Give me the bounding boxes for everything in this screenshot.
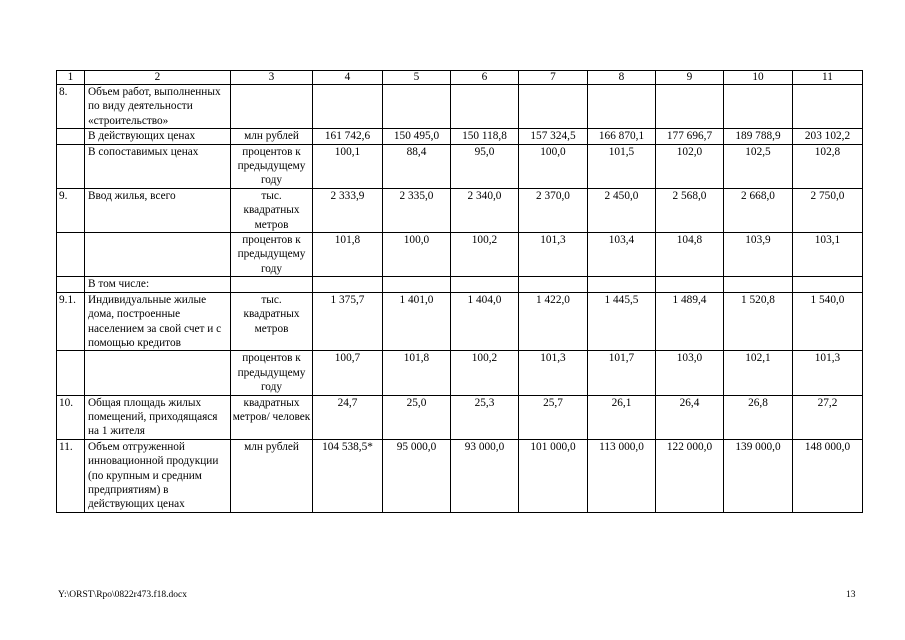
value-cell: 102,1 <box>724 351 793 395</box>
value-cell: 1 489,4 <box>656 292 724 351</box>
value-cell: 101,3 <box>793 351 863 395</box>
value-cell: 101,5 <box>588 144 656 188</box>
value-cell: 102,8 <box>793 144 863 188</box>
value-cell: 2 450,0 <box>588 188 656 232</box>
table-row <box>57 188 863 232</box>
value-cell: 103,9 <box>724 233 793 277</box>
value-cell: 2 333,9 <box>313 188 383 232</box>
value-cell: 157 324,5 <box>519 129 588 144</box>
value-cell <box>451 85 519 129</box>
unit-cell: тыс. квадратных метров <box>231 188 313 232</box>
value-cell: 100,0 <box>519 144 588 188</box>
unit-cell: млн рублей <box>231 439 313 512</box>
value-cell: 101,8 <box>313 233 383 277</box>
table-row <box>57 233 863 277</box>
value-cell: 189 788,9 <box>724 129 793 144</box>
column-number-cell: 5 <box>383 71 451 85</box>
unit-cell <box>231 277 313 292</box>
indicator-name-cell: В сопоставимых ценах <box>85 144 231 188</box>
row-number-cell <box>57 233 85 277</box>
value-cell: 122 000,0 <box>656 439 724 512</box>
unit-cell: млн рублей <box>231 129 313 144</box>
value-cell <box>656 85 724 129</box>
value-cell: 95,0 <box>451 144 519 188</box>
table-row <box>57 351 863 395</box>
column-number-cell: 7 <box>519 71 588 85</box>
value-cell: 2 335,0 <box>383 188 451 232</box>
value-cell: 103,4 <box>588 233 656 277</box>
value-cell: 203 102,2 <box>793 129 863 144</box>
value-cell: 88,4 <box>383 144 451 188</box>
value-cell: 100,7 <box>313 351 383 395</box>
table-row <box>57 129 863 144</box>
value-cell: 1 540,0 <box>793 292 863 351</box>
footer-file-path: Y:\ORST\Rpo\0822r473.f18.docx <box>58 590 187 600</box>
value-cell: 177 696,7 <box>656 129 724 144</box>
value-cell: 24,7 <box>313 395 383 439</box>
value-cell <box>519 277 588 292</box>
table-body <box>57 71 863 513</box>
column-number-cell: 11 <box>793 71 863 85</box>
value-cell: 26,4 <box>656 395 724 439</box>
column-number-cell: 1 <box>57 71 85 85</box>
value-cell: 26,8 <box>724 395 793 439</box>
indicator-name-cell <box>85 233 231 277</box>
value-cell <box>383 277 451 292</box>
value-cell <box>656 277 724 292</box>
indicator-name-cell: Объем отгруженной инновационной продукции (по крупным и средним предприятиям) в действующих ценах <box>85 439 231 512</box>
value-cell: 27,2 <box>793 395 863 439</box>
value-cell: 2 668,0 <box>724 188 793 232</box>
value-cell <box>588 277 656 292</box>
value-cell: 161 742,6 <box>313 129 383 144</box>
column-number-row <box>57 71 863 85</box>
column-number-cell: 9 <box>656 71 724 85</box>
value-cell <box>519 85 588 129</box>
value-cell: 102,0 <box>656 144 724 188</box>
value-cell: 113 000,0 <box>588 439 656 512</box>
value-cell <box>383 85 451 129</box>
indicator-name-cell: Общая площадь жилых помещений, приходящаяся на 1 жителя <box>85 395 231 439</box>
value-cell: 150 118,8 <box>451 129 519 144</box>
value-cell: 93 000,0 <box>451 439 519 512</box>
unit-cell <box>231 85 313 129</box>
unit-cell: процентов к предыдущему году <box>231 144 313 188</box>
row-number-cell: 11. <box>57 439 85 512</box>
table-row <box>57 395 863 439</box>
value-cell: 95 000,0 <box>383 439 451 512</box>
value-cell: 2 340,0 <box>451 188 519 232</box>
unit-cell: процентов к предыдущему году <box>231 351 313 395</box>
value-cell: 101,7 <box>588 351 656 395</box>
indicator-name-cell <box>85 351 231 395</box>
row-number-cell <box>57 144 85 188</box>
row-number-cell: 9. <box>57 188 85 232</box>
row-number-cell <box>57 277 85 292</box>
row-number-cell: 8. <box>57 85 85 129</box>
column-number-cell: 6 <box>451 71 519 85</box>
value-cell: 148 000,0 <box>793 439 863 512</box>
column-number-cell: 8 <box>588 71 656 85</box>
value-cell: 104 538,5* <box>313 439 383 512</box>
page-number: 13 <box>846 590 856 600</box>
value-cell: 2 370,0 <box>519 188 588 232</box>
value-cell: 1 422,0 <box>519 292 588 351</box>
value-cell: 101,3 <box>519 233 588 277</box>
value-cell: 166 870,1 <box>588 129 656 144</box>
table-row <box>57 292 863 351</box>
value-cell: 103,0 <box>656 351 724 395</box>
value-cell: 150 495,0 <box>383 129 451 144</box>
unit-cell: процентов к предыдущему году <box>231 233 313 277</box>
value-cell: 26,1 <box>588 395 656 439</box>
value-cell: 101,3 <box>519 351 588 395</box>
table-row <box>57 439 863 512</box>
value-cell <box>793 277 863 292</box>
value-cell: 100,2 <box>451 233 519 277</box>
value-cell: 1 404,0 <box>451 292 519 351</box>
column-number-cell: 10 <box>724 71 793 85</box>
value-cell <box>724 277 793 292</box>
value-cell: 103,1 <box>793 233 863 277</box>
unit-cell: квадратных метров/ человек <box>231 395 313 439</box>
value-cell: 102,5 <box>724 144 793 188</box>
indicator-name-cell: В действующих ценах <box>85 129 231 144</box>
value-cell: 100,1 <box>313 144 383 188</box>
indicator-name-cell: Ввод жилья, всего <box>85 188 231 232</box>
value-cell: 2 750,0 <box>793 188 863 232</box>
value-cell: 25,7 <box>519 395 588 439</box>
value-cell <box>313 277 383 292</box>
value-cell <box>588 85 656 129</box>
table-row <box>57 277 863 292</box>
column-number-cell: 3 <box>231 71 313 85</box>
value-cell: 1 375,7 <box>313 292 383 351</box>
unit-cell: тыс. квадратных метров <box>231 292 313 351</box>
value-cell: 25,0 <box>383 395 451 439</box>
value-cell: 104,8 <box>656 233 724 277</box>
value-cell: 101 000,0 <box>519 439 588 512</box>
value-cell: 25,3 <box>451 395 519 439</box>
indicator-name-cell: Индивидуальные жилые дома, построенные населением за свой счет и с помощью кредитов <box>85 292 231 351</box>
indicators-table <box>56 70 863 513</box>
value-cell: 100,0 <box>383 233 451 277</box>
column-number-cell: 4 <box>313 71 383 85</box>
row-number-cell: 9.1. <box>57 292 85 351</box>
table-row <box>57 85 863 129</box>
indicator-name-cell: В том числе: <box>85 277 231 292</box>
indicator-name-cell: Объем работ, выполненных по виду деятельности «строительство» <box>85 85 231 129</box>
row-number-cell: 10. <box>57 395 85 439</box>
value-cell <box>313 85 383 129</box>
column-number-cell: 2 <box>85 71 231 85</box>
value-cell <box>793 85 863 129</box>
row-number-cell <box>57 351 85 395</box>
value-cell <box>451 277 519 292</box>
table-row <box>57 144 863 188</box>
value-cell: 1 520,8 <box>724 292 793 351</box>
value-cell: 139 000,0 <box>724 439 793 512</box>
value-cell <box>724 85 793 129</box>
value-cell: 101,8 <box>383 351 451 395</box>
value-cell: 100,2 <box>451 351 519 395</box>
value-cell: 2 568,0 <box>656 188 724 232</box>
value-cell: 1 445,5 <box>588 292 656 351</box>
value-cell: 1 401,0 <box>383 292 451 351</box>
row-number-cell <box>57 129 85 144</box>
